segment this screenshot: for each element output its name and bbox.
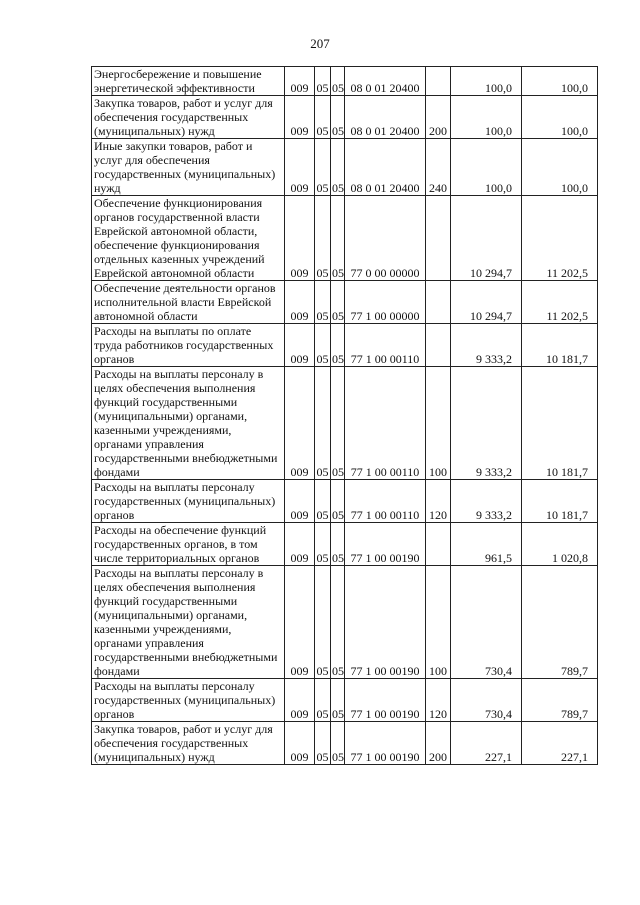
- table-row: [92, 96, 598, 139]
- ministry-code: 009: [285, 67, 315, 96]
- amount-year-2: 10 181,7: [522, 480, 598, 523]
- table-row: [92, 324, 598, 367]
- table-row: [92, 480, 598, 523]
- table-row: [92, 566, 598, 679]
- expense-type-code: [426, 523, 451, 566]
- target-article-code: 77 1 00 00190: [345, 566, 426, 679]
- section-code: 05: [315, 679, 331, 722]
- expense-type-code: 120: [426, 679, 451, 722]
- section-code: 05: [315, 139, 331, 196]
- amount-year-1: 100,0: [451, 139, 522, 196]
- amount-year-1: 730,4: [451, 679, 522, 722]
- table-row: [92, 722, 598, 765]
- table-row: [92, 139, 598, 196]
- table-row: [92, 281, 598, 324]
- subsection-code: 05: [331, 196, 345, 281]
- subsection-code: 05: [331, 722, 345, 765]
- target-article-code: 08 0 01 20400: [345, 139, 426, 196]
- ministry-code: 009: [285, 566, 315, 679]
- subsection-code: 05: [331, 367, 345, 480]
- ministry-code: 009: [285, 96, 315, 139]
- target-article-code: 77 1 00 00000: [345, 281, 426, 324]
- row-name: Расходы на выплаты персоналу государственных (муниципальных) органов: [92, 679, 285, 722]
- amount-year-1: 100,0: [451, 96, 522, 139]
- amount-year-2: 10 181,7: [522, 324, 598, 367]
- row-name: Энергосбережение и повышение энергетической эффективности: [92, 67, 285, 96]
- table-row: [92, 679, 598, 722]
- expense-type-code: 100: [426, 367, 451, 480]
- row-name: Обеспечение деятельности органов исполнительной власти Еврейской автономной области: [92, 281, 285, 324]
- expense-type-code: [426, 67, 451, 96]
- row-name: Расходы на обеспечение функций государственных органов, в том числе территориальных органов: [92, 523, 285, 566]
- table-row: [92, 67, 598, 96]
- expense-type-code: [426, 324, 451, 367]
- subsection-code: 05: [331, 96, 345, 139]
- section-code: 05: [315, 367, 331, 480]
- subsection-code: 05: [331, 67, 345, 96]
- section-code: 05: [315, 480, 331, 523]
- expense-type-code: 240: [426, 139, 451, 196]
- amount-year-2: 789,7: [522, 566, 598, 679]
- amount-year-2: 11 202,5: [522, 281, 598, 324]
- target-article-code: 77 0 00 00000: [345, 196, 426, 281]
- ministry-code: 009: [285, 324, 315, 367]
- row-name: Расходы на выплаты по оплате труда работников государственных органов: [92, 324, 285, 367]
- amount-year-1: 10 294,7: [451, 196, 522, 281]
- subsection-code: 05: [331, 679, 345, 722]
- expense-type-code: [426, 281, 451, 324]
- subsection-code: 05: [331, 139, 345, 196]
- section-code: 05: [315, 324, 331, 367]
- row-name: Закупка товаров, работ и услуг для обеспечения государственных (муниципальных) нужд: [92, 722, 285, 765]
- amount-year-1: 961,5: [451, 523, 522, 566]
- table-row: [92, 367, 598, 480]
- amount-year-1: 100,0: [451, 67, 522, 96]
- amount-year-1: 227,1: [451, 722, 522, 765]
- target-article-code: 08 0 01 20400: [345, 96, 426, 139]
- row-name: Расходы на выплаты персоналу государственных (муниципальных) органов: [92, 480, 285, 523]
- expense-type-code: 200: [426, 722, 451, 765]
- target-article-code: 77 1 00 00110: [345, 480, 426, 523]
- subsection-code: 05: [331, 480, 345, 523]
- row-name: Обеспечение функционирования органов государственной власти Еврейской автономной области, обеспечение функционирования отдельных казенных учреждений Еврейской автономной области: [92, 196, 285, 281]
- table-body: [92, 67, 598, 765]
- section-code: 05: [315, 67, 331, 96]
- target-article-code: 77 1 00 00110: [345, 324, 426, 367]
- amount-year-1: 9 333,2: [451, 367, 522, 480]
- amount-year-2: 789,7: [522, 679, 598, 722]
- ministry-code: 009: [285, 722, 315, 765]
- section-code: 05: [315, 96, 331, 139]
- amount-year-1: 9 333,2: [451, 480, 522, 523]
- subsection-code: 05: [331, 281, 345, 324]
- target-article-code: 77 1 00 00190: [345, 679, 426, 722]
- row-name: Расходы на выплаты персоналу в целях обеспечения выполнения функций государственными (муниципальными) органами, казенными учреждениями, органами управления государственными внебюджетными фондами: [92, 566, 285, 679]
- amount-year-2: 100,0: [522, 67, 598, 96]
- budget-table: [91, 66, 598, 765]
- section-code: 05: [315, 523, 331, 566]
- amount-year-2: 11 202,5: [522, 196, 598, 281]
- amount-year-2: 100,0: [522, 139, 598, 196]
- ministry-code: 009: [285, 679, 315, 722]
- subsection-code: 05: [331, 324, 345, 367]
- row-name: Расходы на выплаты персоналу в целях обеспечения выполнения функций государственными (муниципальными) органами, казенными учреждениями, органами управления государственными внебюджетными фондами: [92, 367, 285, 480]
- amount-year-2: 1 020,8: [522, 523, 598, 566]
- subsection-code: 05: [331, 566, 345, 679]
- section-code: 05: [315, 281, 331, 324]
- subsection-code: 05: [331, 523, 345, 566]
- row-name: Закупка товаров, работ и услуг для обеспечения государственных (муниципальных) нужд: [92, 96, 285, 139]
- ministry-code: 009: [285, 523, 315, 566]
- expense-type-code: [426, 196, 451, 281]
- target-article-code: 77 1 00 00110: [345, 367, 426, 480]
- target-article-code: 77 1 00 00190: [345, 523, 426, 566]
- amount-year-2: 227,1: [522, 722, 598, 765]
- ministry-code: 009: [285, 196, 315, 281]
- section-code: 05: [315, 196, 331, 281]
- expense-type-code: 120: [426, 480, 451, 523]
- target-article-code: 77 1 00 00190: [345, 722, 426, 765]
- amount-year-2: 10 181,7: [522, 367, 598, 480]
- table-row: [92, 196, 598, 281]
- page-number: 207: [310, 36, 330, 51]
- ministry-code: 009: [285, 367, 315, 480]
- amount-year-2: 100,0: [522, 96, 598, 139]
- ministry-code: 009: [285, 139, 315, 196]
- amount-year-1: 730,4: [451, 566, 522, 679]
- expense-type-code: 100: [426, 566, 451, 679]
- amount-year-1: 10 294,7: [451, 281, 522, 324]
- ministry-code: 009: [285, 281, 315, 324]
- target-article-code: 08 0 01 20400: [345, 67, 426, 96]
- amount-year-1: 9 333,2: [451, 324, 522, 367]
- section-code: 05: [315, 722, 331, 765]
- ministry-code: 009: [285, 480, 315, 523]
- expense-type-code: 200: [426, 96, 451, 139]
- section-code: 05: [315, 566, 331, 679]
- table-row: [92, 523, 598, 566]
- row-name: Иные закупки товаров, работ и услуг для обеспечения государственных (муниципальных) нужд: [92, 139, 285, 196]
